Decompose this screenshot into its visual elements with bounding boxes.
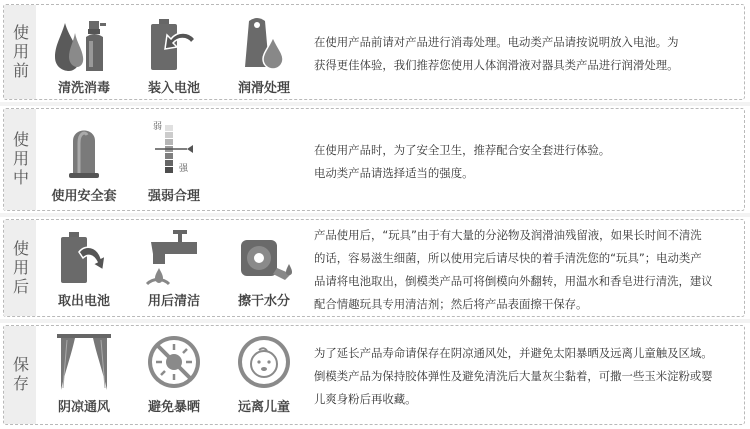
description-line: 的话，容易滋生细菌，所以使用完后请尽快的着手清洗您的“玩具”；电动类产 [314,251,702,265]
curtain-icon [53,332,115,392]
icon-item-no-sun [134,332,214,415]
description-line: 电动类产品请选择适当的强度。 [314,166,474,180]
icon-item-no-baby [224,332,304,415]
icon-item-battery [134,15,214,96]
battery-remove-icon [53,228,115,286]
icon-caption: 清洗消毒 [57,81,110,96]
description-line: 产品使用后，“玩具”由于有大量的分泌物及润滑油残留液，如果长时间不清洗 [314,228,702,242]
description-line: 配合情趣玩具专用清洁剂；然后将产品表面擦干保存。 [314,297,588,311]
description-line: 品请将电池取出，倒模类产品可将倒模向外翻转，用温水和香皂进行清洗，建议 [314,274,713,288]
icon-item-intensity [134,119,214,204]
icon-caption: 润滑处理 [237,81,290,96]
section-label: 使用后 [10,239,30,297]
description-line: 为了延长产品寿命请保存在阴凉通风处，并避免太阳暴晒及远离儿童触及区域。 [314,346,713,360]
icon-caption: 远离儿童 [237,400,290,415]
section-divider [0,213,750,217]
section-description [314,224,736,316]
description-line: 在使用产品前请对产品进行消毒处理。电动类产品请按说明放入电池。为 [314,35,679,49]
section-label-column [4,109,36,210]
section-label-column [4,220,36,316]
section-label: 使用前 [10,23,30,81]
no-baby-icon [233,332,295,392]
battery-icon [143,15,205,73]
no-sun-icon [143,332,205,392]
tissue-roll-icon [233,228,295,286]
scale-top-label: 弱 [153,122,163,132]
scale-bottom-label: 强 [179,164,189,174]
section-storage [3,325,745,425]
condom-icon [53,119,115,181]
icon-item-lubricate [224,15,304,96]
icon-caption: 装入电池 [147,81,200,96]
icon-caption: 避免暴晒 [147,400,200,415]
icon-item-faucet [134,228,214,309]
section-after-use [3,219,745,317]
icon-caption: 擦干水分 [237,294,290,309]
icon-item-remove-battery [44,228,124,309]
section-description [314,31,736,77]
icon-item-curtain [44,332,124,415]
icon-caption: 强弱合理 [147,189,200,204]
faucet-icon [143,228,205,286]
section-label: 使用中 [10,131,30,188]
icon-item-condom [44,119,124,204]
lubricant-tag-icon [233,15,295,73]
icon-caption: 取出电池 [57,294,110,309]
description-line: 获得更佳体验，我们推荐您使用人体润滑液对器具类产品进行润滑处理。 [314,58,679,72]
spray-bottle-icon [53,15,115,73]
icon-caption: 阴凉通风 [57,400,110,415]
section-description [314,342,736,411]
icon-caption: 使用安全套 [51,189,117,204]
section-label-column [4,5,36,99]
section-divider [0,319,750,323]
description-line: 儿爽身粉后再收藏。 [314,392,417,406]
section-label-column [4,326,36,424]
icon-item-tissue [224,228,304,309]
description-line: 倒模类产品为保持胶体弹性及避免清洗后大量灰尘黏着，可撒一些玉米淀粉或婴 [314,369,713,383]
section-divider [0,102,750,106]
section-during-use [3,108,745,211]
description-line: 在使用产品时，为了安全卫生，推荐配合安全套进行体验。 [314,143,611,157]
section-before-use [3,4,745,100]
icon-caption: 用后清洁 [147,294,200,309]
section-label: 保存 [10,356,30,394]
icon-item-clean [44,15,124,96]
section-description [314,139,736,185]
intensity-scale-icon [139,119,209,181]
